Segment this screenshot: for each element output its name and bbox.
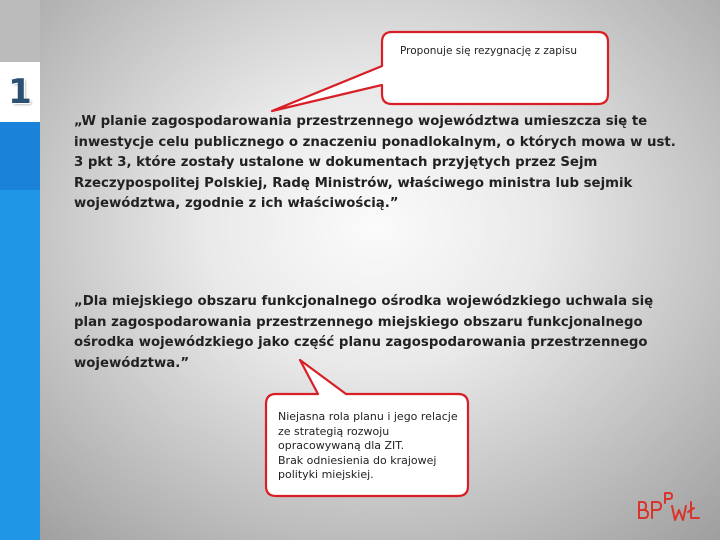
quote-second: „Dla miejskiego obszaru funkcjonalnego ośrodka wojewódzkiego uchwala się plan zagospodarowania przestrzennego miejskiego obszaru funkcjonalnego ośrodka wojewódzkiego jako część planu zagospodarowania przestrzennego województwa.” [74,294,654,371]
slide-number: 1 [8,72,32,112]
bppwl-logo [636,490,702,524]
callout-bottom-text: Niejasna rola planu i jego relacje ze strategią rozwoju opracowywaną dla ZIT. Brak odniesienia do krajowej polityki miejskiej. [278,410,458,481]
quote-first: „W planie zagospodarowania przestrzennego województwa umieszcza się te inwestycje celu publicznego o znaczeniu ponadlokalnym, o których mowa w ust. 3 pkt 3, które zostały ustalone w dokumentach przyjętych przez Sejm Rzeczypospolitej Polskiej, Radę Ministrów, właściwego ministra lub sejmik województwa, zgodnie z ich właściwością.” [74,114,676,212]
callout-top-text: Proponuje się rezygnację z zapisu [400,45,577,57]
